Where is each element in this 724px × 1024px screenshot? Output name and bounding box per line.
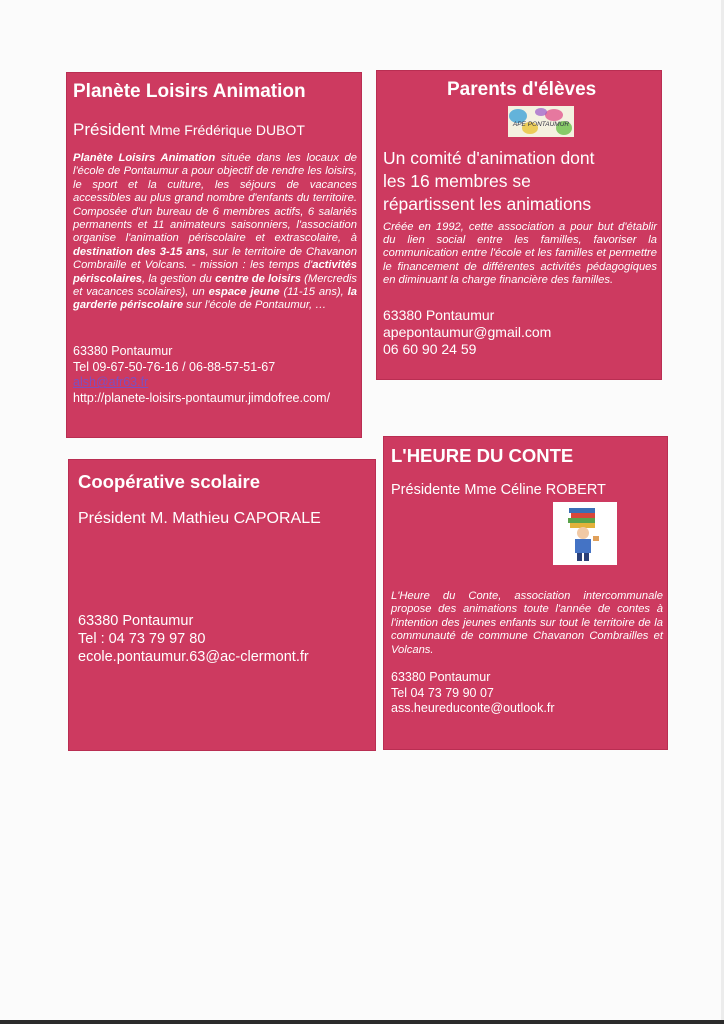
card-heure-du-conte (383, 436, 668, 750)
contact-block (391, 670, 554, 717)
description-bold-run: la garderie périscolaire (73, 286, 357, 312)
card-description: Créée en 1992, cette association a pour but d'établir du lien social entre les familles, favoriser la communication entre l'école et les familles et permettre le financement de différentes activités pédagogiques en diminuant la charge financière des familles. (383, 221, 657, 286)
scan-bottom-bar (0, 1020, 724, 1024)
city: 63380 Pontaumur (383, 307, 495, 323)
phone: Tel : 04 73 79 97 80 (78, 631, 206, 647)
card-planete-loisirs (66, 72, 362, 438)
phone: 06 60 90 24 59 (383, 341, 477, 357)
phone: Tel 09-67-50-76-16 / 06-88-57-51-67 (73, 359, 276, 374)
card-title: Planète Loisirs Animation (73, 81, 306, 102)
president-name: Mme Frédérique DUBOT (149, 122, 305, 138)
contact-block (383, 307, 551, 358)
description-bold-run: Planète Loisirs Animation (73, 152, 216, 164)
ape-logo-icon (508, 106, 574, 137)
card-description (73, 152, 357, 313)
email-link[interactable]: apepontaumur@gmail.com (383, 324, 552, 340)
card-title: Parents d'élèves (447, 79, 597, 100)
card-description: L'Heure du Conte, association intercommunale propose des animations toute l'année de contes à l'intention des jeunes enfants sur tout le territoire de la communauté de commune Chavanon Combrailles et Volcans. (391, 590, 663, 656)
president-line: Président M. Mathieu CAPORALE (78, 510, 321, 527)
card-parents-eleves (376, 70, 662, 380)
card-cooperative-scolaire (68, 459, 376, 751)
description-run: (11-15 ans), (279, 286, 348, 299)
city: 63380 Pontaumur (391, 670, 491, 684)
description-bold-run: activités périscolaires (73, 259, 357, 285)
president-line (73, 120, 305, 140)
email-link[interactable]: alsh@afr63.fr (73, 375, 149, 390)
description-bold-run: destination des 3-15 ans (73, 245, 206, 258)
city: 63380 Pontaumur (78, 613, 194, 629)
description-run: située dans les locaux de l'école de Pontaumur a pour objectif de rendre les loisirs, le sport et la culture, les séjours de vacances accessibles au plus grand nombre d'enfants du territoire. Composée d'un bureau de 6 membres actifs, 6 salariés permanents et 11 animateurs saisonniers, l'association organise l'animation périscolaire et extrascolaire, à (73, 152, 357, 245)
city: 63380 Pontaumur (73, 344, 173, 358)
card-headline: Un comité d'animation dont les 16 membres se répartissent les animations (383, 148, 595, 214)
description-run: , la gestion du (142, 272, 216, 285)
card-title: L'HEURE DU CONTE (391, 445, 574, 466)
card-title: Coopérative scolaire (78, 471, 260, 492)
president-label: Président (73, 120, 145, 139)
phone: Tel 04 73 79 90 07 (391, 685, 494, 700)
child-reading-books-icon (553, 502, 617, 565)
president-line: Présidente Mme Céline ROBERT (391, 482, 606, 498)
description-run: , sur le territoire de Chavanon Combraille et Volcans. - mission : les temps d' (73, 245, 357, 272)
contact-block (78, 612, 309, 666)
description-bold-run: centre de loisirs (215, 272, 301, 285)
website-link[interactable]: http://planete-loisirs-pontaumur.jimdofree.com/ (73, 390, 331, 405)
email-link[interactable]: ass.heureduconte@outlook.fr (391, 701, 555, 715)
contact-block (73, 344, 330, 406)
description-run: sur l'école de Pontaumur, … (183, 299, 327, 312)
description-run: (Mercredis et vacances scolaires), un (73, 272, 358, 299)
description-bold-run: espace jeune (208, 286, 280, 299)
email-link[interactable]: ecole.pontaumur.63@ac-clermont.fr (78, 649, 309, 665)
ape-logo-text: APE PONTAUMUR (512, 121, 570, 128)
